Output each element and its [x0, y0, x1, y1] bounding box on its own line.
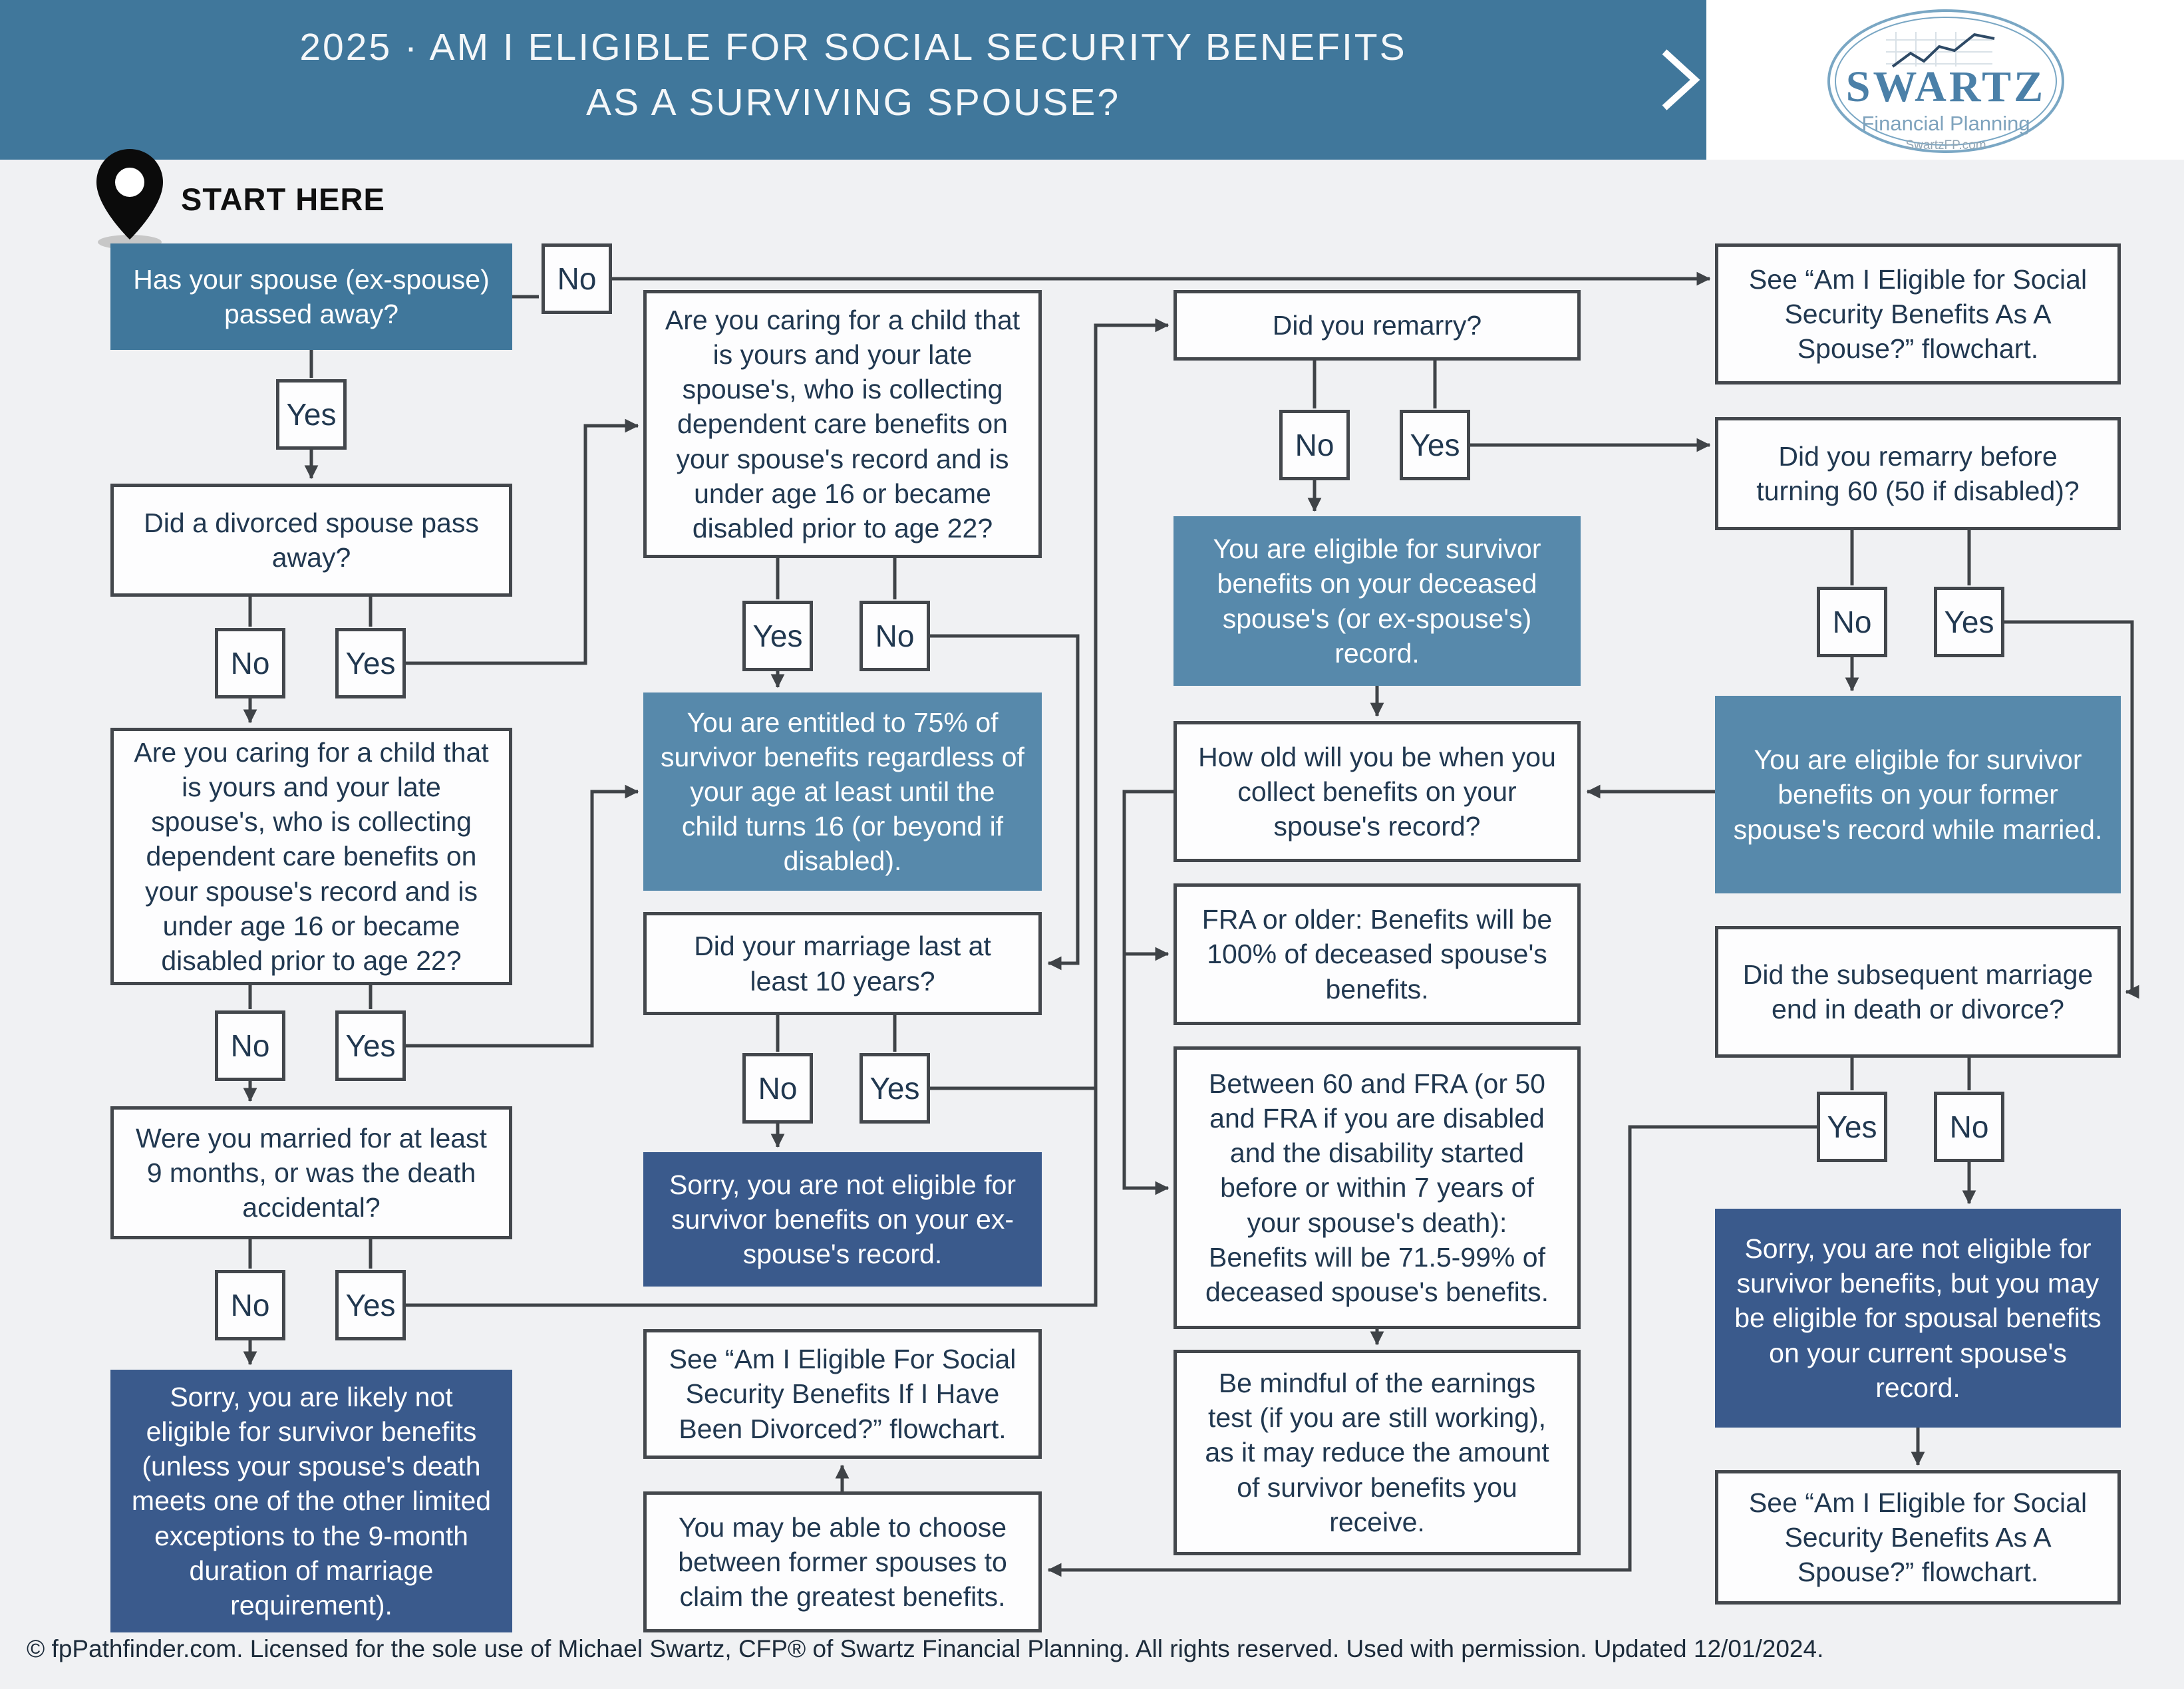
node-result-between-60-fra: Between 60 and FRA (or 50 and FRA if you are disabled and the disability started before or within 7 years of your spouse's death): Benefits will be 71.5-99% of deceased spouse's benefits. — [1173, 1046, 1581, 1329]
yes-box-subsequent: Yes — [1817, 1092, 1887, 1162]
no-box-divorced: No — [215, 628, 285, 698]
logo-url: SwartzFP.com — [1905, 138, 1986, 152]
yes-box-caring-left: Yes — [335, 1010, 406, 1081]
node-result-not-eligible-ex: Sorry, you are not eligible for survivor benefits on your ex-spouse's record. — [643, 1152, 1042, 1287]
no-box-spouse-passed: No — [542, 243, 612, 314]
yes-box-married9: Yes — [335, 1270, 406, 1340]
no-box-subsequent: No — [1934, 1092, 2004, 1162]
node-result-not-eligible-current: Sorry, you are not eligible for survivor benefits, but you may be eligible for spousal benefits on your current spouse's record. — [1715, 1209, 2121, 1428]
no-box-marriage10: No — [742, 1053, 813, 1124]
yes-box-spouse-passed: Yes — [276, 379, 347, 450]
no-box-caring-left: No — [215, 1010, 285, 1081]
node-q-married-9-months: Were you married for at least 9 months, or was the death accidental? — [110, 1106, 512, 1239]
node-result-fra-100: FRA or older: Benefits will be 100% of deceased spouse's benefits. — [1173, 883, 1581, 1025]
no-box-remarry60: No — [1817, 587, 1887, 657]
node-q-caring-child-mid: Are you caring for a child that is yours and your late spouse's, who is collecting dependent care benefits on your spouse's record and is under age 16 or became disabled prior to age 22? — [643, 290, 1042, 558]
node-see-divorced-flowchart: See “Am I Eligible For Social Security Benefits If I Have Been Divorced?” flowchart. — [643, 1329, 1042, 1459]
node-result-eligible-former: You are eligible for survivor benefits on your former spouse's record while married. — [1715, 696, 2121, 893]
yes-box-caring-mid: Yes — [742, 601, 813, 671]
footer-copyright: © fpPathfinder.com. Licensed for the sole use of Michael Swartz, CFP® of Swartz Financial Planning. All rights reserved. Used with permission. Updated 12/01/2024. — [27, 1635, 1824, 1662]
logo-name: SWARTZ — [1845, 63, 2046, 111]
node-result-not-eligible-9-month: Sorry, you are likely not eligible for survivor benefits (unless your spouse's death meets one of the other limited exceptions to the 9-month duration of marriage requirement). — [110, 1370, 512, 1632]
node-result-eligible-deceased: You are eligible for survivor benefits on your deceased spouse's (or ex-spouse's) record. — [1173, 516, 1581, 686]
node-see-spouse-flowchart-bottom: See “Am I Eligible for Social Security Benefits As A Spouse?” flowchart. — [1715, 1470, 2121, 1605]
no-box-married9: No — [215, 1270, 285, 1340]
no-box-remarry: No — [1279, 410, 1350, 480]
node-choose-between-spouses: You may be able to choose between former spouses to claim the greatest benefits. — [643, 1491, 1042, 1632]
node-q-remarry-before-60: Did you remarry before turning 60 (50 if disabled)? — [1715, 417, 2121, 530]
no-box-caring-mid: No — [859, 601, 930, 671]
node-q-how-old: How old will you be when you collect benefits on your spouse's record? — [1173, 721, 1581, 862]
node-q-did-you-remarry: Did you remarry? — [1173, 290, 1581, 361]
page-title-line1: 2025 · AM I ELIGIBLE FOR SOCIAL SECURITY BENEFITS — [299, 26, 1407, 69]
node-q-subsequent-marriage: Did the subsequent marriage end in death or divorce? — [1715, 926, 2121, 1058]
header-arrow-icon — [0, 0, 2184, 160]
yes-box-divorced: Yes — [335, 628, 406, 698]
yes-box-remarry: Yes — [1400, 410, 1470, 480]
page-title-line2: AS A SURVIVING SPOUSE? — [585, 80, 1121, 124]
node-q-caring-child-left: Are you caring for a child that is yours and your late spouse's, who is collecting dependent care benefits on your spouse's record and is under age 16 or became disabled prior to age 22? — [110, 728, 512, 985]
start-here-label: START HERE — [181, 182, 385, 217]
node-result-entitled-75: You are entitled to 75% of survivor benefits regardless of your age at least until the child turns 16 (or beyond if disabled). — [643, 692, 1042, 891]
node-q-divorced-passed: Did a divorced spouse pass away? — [110, 484, 512, 597]
yes-box-remarry60: Yes — [1934, 587, 2004, 657]
node-q-marriage-10-years: Did your marriage last at least 10 years? — [643, 912, 1042, 1015]
node-see-spouse-flowchart-top: See “Am I Eligible for Social Security Benefits As A Spouse?” flowchart. — [1715, 243, 2121, 384]
node-q-spouse-passed: Has your spouse (ex-spouse) passed away? — [110, 243, 512, 350]
node-earnings-test: Be mindful of the earnings test (if you are still working), as it may reduce the amount of survivor benefits you receive. — [1173, 1350, 1581, 1555]
logo-tagline: Financial Planning — [1861, 112, 2030, 135]
yes-box-marriage10: Yes — [859, 1053, 930, 1124]
